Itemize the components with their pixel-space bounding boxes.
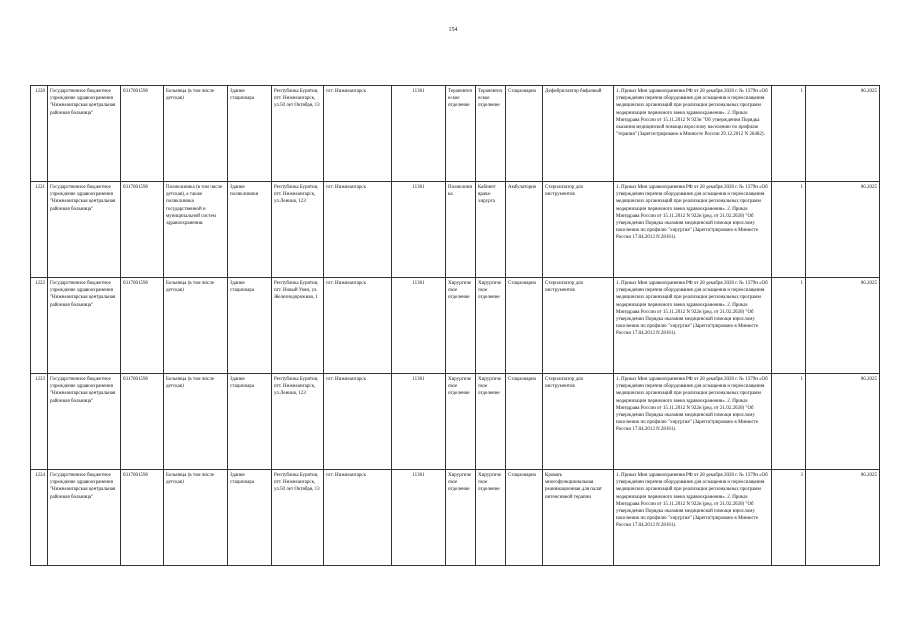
- locality: пгт. Нижнеангарск: [324, 470, 392, 566]
- locality-code: 11301: [392, 278, 446, 374]
- locality: пгт. Нижнеангарск: [324, 374, 392, 470]
- facility-address: Республика Бурятия, пгт. Новый Уоян, ул. Железнодорожная, 1: [272, 278, 324, 374]
- facility-address: Республика Бурятия, пгт. Нижнеангарск, ул.50 лет Октября, 13: [272, 86, 324, 182]
- department: Хирургическое отделение: [446, 470, 476, 566]
- organization-name: Государственное бюджетное учреждение здравоохранения "Нижнеангарская центральная районная больница": [48, 470, 121, 566]
- quantity: 3: [772, 470, 806, 566]
- quantity: 1: [772, 86, 806, 182]
- care-form: Стационарно: [506, 86, 543, 182]
- unit: Хирургическое отделение: [476, 470, 506, 566]
- facility-type: Больница (в том числе детская): [164, 470, 228, 566]
- organization-name: Государственное бюджетное учреждение здравоохранения "Нижнеангарская центральная районная больница": [48, 278, 121, 374]
- building-name: Здание стационара: [228, 470, 272, 566]
- delivery-date: 06.2025: [806, 86, 880, 182]
- quantity: 1: [772, 374, 806, 470]
- delivery-date: 06.2025: [806, 470, 880, 566]
- quantity: 1: [772, 278, 806, 374]
- facility-type: Больница (в том числе детская): [164, 86, 228, 182]
- locality-code: 11301: [392, 86, 446, 182]
- unit: Терапевтическое отделение: [476, 86, 506, 182]
- row-number: 1220: [31, 86, 48, 182]
- row-number: 1221: [31, 182, 48, 278]
- legal-basis: 1. Приказ Мин здравоохранения РФ от 28 декабря 2020 г. № 1379н «Об утверждении перечня оборудования для оснащения и переоснащения медицинских организаций при реализации региональных программ модернизации первичного звена здравоохранения». 2. Приказ Минздрава России от 15.11.2012 N 922н (ред. от 21.02.2020) "Об утверждении Порядка оказания медицинской помощи взрослому населению по профилю "хирургия" (Зарегистрировано в Минюсте России 17.04.2013 N 28161).: [614, 470, 772, 566]
- organization-code: 0317001596: [121, 278, 164, 374]
- department: Хирургическое отделение: [446, 374, 476, 470]
- equipment-name: Стерилизатор для инструментов: [543, 278, 614, 374]
- organization-code: 0317001596: [121, 470, 164, 566]
- equipment-name: Кровать многофункциональная реанимационная для палат интенсивной терапии: [543, 470, 614, 566]
- equipment-name: Стерилизатор для инструментов: [543, 374, 614, 470]
- locality: пгт. Нижнеангарск: [324, 86, 392, 182]
- page-number: 154: [448, 27, 458, 33]
- care-form: Стационарно: [506, 470, 543, 566]
- facility-address: Республика Бурятия, пгт. Нижнеангарск, ул.Ленина, 123: [272, 182, 324, 278]
- row-number: 1224: [31, 470, 48, 566]
- organization-name: Государственное бюджетное учреждение здравоохранения "Нижнеангарская центральная районная больница": [48, 182, 121, 278]
- building-name: Здание стационара: [228, 374, 272, 470]
- row-number: 1222: [31, 278, 48, 374]
- equipment-name: Дефибриллятор бифазный: [543, 86, 614, 182]
- care-form: Стационарно: [506, 374, 543, 470]
- table-row: [31, 182, 880, 278]
- locality: пгт. Нижнеангарск: [324, 278, 392, 374]
- legal-basis: 1. Приказ Мин здравоохранения РФ от 28 декабря 2020 г. № 1379н «Об утверждении перечня оборудования для оснащения и переоснащения медицинских организаций при реализации региональных программ модернизации первичного звена здравоохранения». 2. Приказ Минздрава России от 15.11.2012 N 922н (ред. от 21.02.2020) "Об утверждении Порядка оказания медицинской помощи взрослому населению по профилю "хирургия" (Зарегистрировано в Минюсте России 17.04.2013 N 28161).: [614, 374, 772, 470]
- equipment-name: Стерилизатор для инструментов: [543, 182, 614, 278]
- care-form: Амбулаторно: [506, 182, 543, 278]
- legal-basis: 1. Приказ Мин здравоохранения РФ от 28 декабря 2020 г. № 1379н «Об утверждении перечня оборудования для оснащения и переоснащения медицинских организаций при реализации региональных программ модернизации первичного звена здравоохранения». 2. Приказ Минздрава России от 15.11.2012 N 923н "Об утверждении Порядка оказания медицинской помощи взрослому населению по профилю "терапия" (Зарегистрировано в Минюсте России 29.12.2012 N 26482).: [614, 86, 772, 182]
- organization-code: 0317001596: [121, 182, 164, 278]
- organization-code: 0317001596: [121, 86, 164, 182]
- locality-code: 11301: [392, 374, 446, 470]
- legal-basis: 1. Приказ Мин здравоохранения РФ от 28 декабря 2020 г. № 1379н «Об утверждении перечня оборудования для оснащения и переоснащения медицинских организаций при реализации региональных программ модернизации первичного звена здравоохранения». 2. Приказ Минздрава России от 15.11.2012 N 922н (ред. от 21.02.2020) "Об утверждении Порядка оказания медицинской помощи взрослому населению по профилю "хирургия" (Зарегистрировано в Минюсте России 17.04.2013 N 28161).: [614, 182, 772, 278]
- facility-type: Больница (в том числе детская): [164, 278, 228, 374]
- building-name: Здание поликлиники: [228, 182, 272, 278]
- delivery-date: 06.2025: [806, 374, 880, 470]
- unit: Хирургическое отделение: [476, 278, 506, 374]
- department: Терапевтическое отделение: [446, 86, 476, 182]
- legal-basis: 1. Приказ Мин здравоохранения РФ от 28 декабря 2020 г. № 1379н «Об утверждении перечня оборудования для оснащения и переоснащения медицинских организаций при реализации региональных программ модернизации первичного звена здравоохранения». 2. Приказ Минздрава России от 15.11.2012 N 922н (ред. от 21.02.2020) "Об утверждении Порядка оказания медицинской помощи взрослому населению по профилю "хирургия" (Зарегистрировано в Минюсте России 17.04.2013 N 28161).: [614, 278, 772, 374]
- table-row: [31, 470, 880, 566]
- building-name: Здание стационара: [228, 278, 272, 374]
- facility-address: Республика Бурятия, пгт. Нижнеангарск, ул.50 лет Октября, 13: [272, 470, 324, 566]
- quantity: 1: [772, 182, 806, 278]
- organization-code: 0317001596: [121, 374, 164, 470]
- table-row: [31, 374, 880, 470]
- facility-type: Больница (в том числе детская): [164, 374, 228, 470]
- delivery-date: 06.2025: [806, 278, 880, 374]
- table-row: [31, 86, 880, 182]
- locality: пгт. Нижнеангарск: [324, 182, 392, 278]
- organization-name: Государственное бюджетное учреждение здравоохранения "Нижнеангарская центральная районная больница": [48, 86, 121, 182]
- care-form: Стационарно: [506, 278, 543, 374]
- building-name: Здание стационара: [228, 86, 272, 182]
- organization-name: Государственное бюджетное учреждение здравоохранения "Нижнеангарская центральная районная больница": [48, 374, 121, 470]
- locality-code: 11301: [392, 470, 446, 566]
- facility-address: Республика Бурятия, пгт. Нижнеангарск, ул.Ленина, 123: [272, 374, 324, 470]
- table-row: [31, 278, 880, 374]
- locality-code: 11301: [392, 182, 446, 278]
- delivery-date: 06.2025: [806, 182, 880, 278]
- unit: Хирургическое отделение: [476, 374, 506, 470]
- equipment-registry-table: [30, 85, 880, 566]
- department: Поликлиника: [446, 182, 476, 278]
- facility-type: Поликлиника (в том числе детская), а также поликлиника государственной и муниципальной систем здравоохранения.: [164, 182, 228, 278]
- unit: Кабинет врача-хирурга: [476, 182, 506, 278]
- department: Хирургическое отделение: [446, 278, 476, 374]
- row-number: 1223: [31, 374, 48, 470]
